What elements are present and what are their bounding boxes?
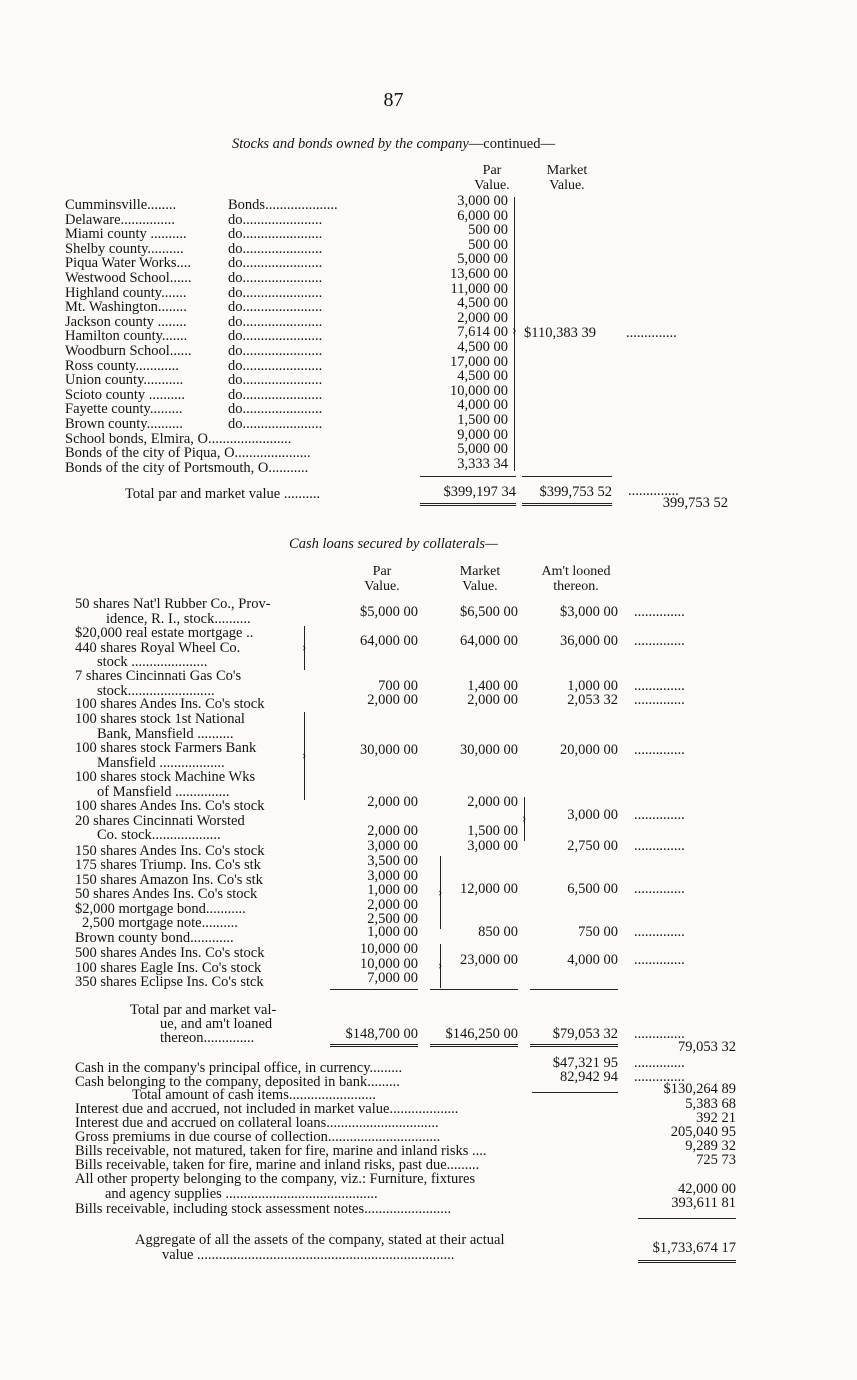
stock-row-kind: do...................... bbox=[228, 241, 323, 257]
loan-row-par: 64,000 00 bbox=[360, 633, 418, 649]
asset-bills-stock-value: 393,611 81 bbox=[671, 1195, 736, 1211]
asset-bills-not-matured-value: 9,289 32 bbox=[685, 1138, 736, 1154]
loan-row-par: 2,000 00 bbox=[367, 897, 418, 913]
stock-row-name: School bonds, Elmira, O....................... bbox=[65, 431, 292, 447]
loan-row-description: idence, R. I., stock.......... bbox=[106, 611, 251, 627]
loan-row-leader: .............. bbox=[634, 952, 685, 968]
asset-gross-premiums-value: 205,040 95 bbox=[670, 1124, 736, 1140]
asset-other-property-label: All other property belonging to the company, viz.: Furniture, fixtures bbox=[75, 1171, 476, 1187]
stock-row-par: 1,500 00 bbox=[457, 412, 508, 428]
cash-total-label: Total amount of cash items........................ bbox=[132, 1087, 376, 1103]
loan-row-market: 2,000 00 bbox=[467, 692, 518, 708]
loan-row-loaned: $3,000 00 bbox=[560, 604, 618, 620]
loan-row-description: 100 shares stock Farmers Bank bbox=[75, 740, 257, 756]
loans-total-double-rule-market bbox=[430, 1044, 518, 1047]
stock-row-kind: do...................... bbox=[228, 372, 323, 388]
stocks-total-rule-market bbox=[522, 476, 612, 477]
loan-row-description: 150 shares Andes Ins. Co's stock bbox=[75, 843, 265, 859]
stock-row-name: Scioto county .......... bbox=[65, 387, 186, 403]
loan-row-market: 1,500 00 bbox=[467, 823, 518, 839]
loan-row-description: Co. stock................... bbox=[97, 827, 221, 843]
loan-row-par: 1,000 00 bbox=[367, 882, 418, 898]
loan-row-description: Bank, Mansfield .......... bbox=[97, 726, 234, 742]
loan-row-market: 1,400 00 bbox=[467, 678, 518, 694]
stock-row-name: Mt. Washington........ bbox=[65, 299, 187, 315]
stocks-total-par: $399,197 34 bbox=[443, 484, 516, 500]
asset-interest-collateral-value: 392 21 bbox=[696, 1110, 736, 1126]
loans-total-label-3: thereon.............. bbox=[160, 1030, 255, 1046]
stocks-header-par-1: Par bbox=[482, 163, 502, 178]
loan-row-description: 100 shares stock 1st National bbox=[75, 711, 245, 727]
loan-row-description: 440 shares Royal Wheel Co. bbox=[75, 640, 241, 656]
stocks-total-market: $399,753 52 bbox=[539, 484, 612, 500]
stock-row-par: 5,000 00 bbox=[457, 441, 508, 457]
asset-gross-premiums-label: Gross premiums in due course of collection............................... bbox=[75, 1129, 441, 1145]
stock-row-name: Delaware............... bbox=[65, 212, 175, 228]
stocks-title-text: Stocks and bonds owned by the company bbox=[232, 136, 469, 152]
loan-row-par: 30,000 00 bbox=[360, 742, 418, 758]
loan-row-market: 3,000 00 bbox=[467, 838, 518, 854]
loan-row-loaned: 750 00 bbox=[578, 924, 618, 940]
loan-row-leader: .............. bbox=[634, 692, 685, 708]
stock-row-kind: do...................... bbox=[228, 212, 323, 228]
stock-row-par: 4,500 00 bbox=[457, 295, 508, 311]
stock-row-name: Fayette county......... bbox=[65, 401, 183, 417]
loan-row-description: Mansfield .................. bbox=[97, 755, 225, 771]
stock-row-name: Ross county............ bbox=[65, 358, 179, 374]
loan-row-par: 3,000 00 bbox=[367, 838, 418, 854]
loan-row-loaned: 1,000 00 bbox=[567, 678, 618, 694]
loan-row-par: 10,000 00 bbox=[360, 941, 418, 957]
loans-total-label-2: ue, and am't loaned bbox=[160, 1016, 273, 1032]
loan-row-description: 100 shares Andes Ins. Co's stock bbox=[75, 798, 265, 814]
stock-row-par: 9,000 00 bbox=[457, 427, 508, 443]
cash-office-label: Cash in the company's principal office, in currency......... bbox=[75, 1060, 403, 1076]
loan-row-description: 175 shares Triump. Ins. Co's stk bbox=[75, 857, 261, 873]
asset-interest-market-value: 5,383 68 bbox=[685, 1096, 736, 1112]
stock-row-kind: do...................... bbox=[228, 387, 323, 403]
stock-row-par: 13,600 00 bbox=[450, 266, 508, 282]
loan-row-leader: .............. bbox=[634, 807, 685, 823]
stocks-header-market-1: Market bbox=[546, 163, 588, 178]
stock-row-name: Woodburn School...... bbox=[65, 343, 192, 359]
cash-bank-label: Cash belonging to the company, deposited in bank......... bbox=[75, 1074, 400, 1090]
stock-row-name: Brown county.......... bbox=[65, 416, 183, 432]
cash-office-leader: .............. bbox=[634, 1055, 685, 1071]
loan-row-market: 30,000 00 bbox=[460, 742, 518, 758]
stocks-title-suffix: —continued— bbox=[468, 136, 555, 152]
loan-row-par-brace-tip: › bbox=[438, 956, 443, 972]
loan-row-leader: .............. bbox=[634, 924, 685, 940]
loan-row-description: Brown county bond............ bbox=[75, 930, 234, 946]
stock-row-par: 3,000 00 bbox=[457, 193, 508, 209]
loan-row-description: 500 shares Andes Ins. Co's stock bbox=[75, 945, 265, 961]
stocks-total-rule-par bbox=[420, 476, 516, 477]
loans-total-loaned: $79,053 32 bbox=[552, 1026, 618, 1042]
loan-row-description: 350 shares Eclipse Ins. Co's stck bbox=[75, 974, 264, 990]
stock-row-par: 6,000 00 bbox=[457, 208, 508, 224]
asset-interest-market-label: Interest due and accrued, not included in market value................... bbox=[75, 1101, 459, 1117]
aggregate-rule bbox=[638, 1218, 736, 1219]
loans-total-carried: 79,053 32 bbox=[678, 1039, 736, 1055]
loan-row-description: $20,000 real estate mortgage .. bbox=[75, 625, 254, 641]
stock-row-kind: do...................... bbox=[228, 328, 323, 344]
stock-row-par: 3,333 34 bbox=[457, 456, 508, 472]
loan-row-description: 50 shares Nat'l Rubber Co., Prov- bbox=[75, 596, 271, 612]
loan-row-description: 7 shares Cincinnati Gas Co's bbox=[75, 668, 242, 684]
loans-header-loaned-1: Am't looned bbox=[541, 564, 611, 579]
aggregate-label-1: Aggregate of all the assets of the company, stated at their actual bbox=[135, 1232, 505, 1248]
loan-row-par: 2,000 00 bbox=[367, 692, 418, 708]
stock-row-kind: do...................... bbox=[228, 358, 323, 374]
stock-row-kind: do...................... bbox=[228, 416, 323, 432]
loan-row-par: 3,000 00 bbox=[367, 868, 418, 884]
loans-total-leader: .............. bbox=[634, 1026, 685, 1042]
stock-row-par: 11,000 00 bbox=[450, 281, 508, 297]
loan-row-par: 7,000 00 bbox=[367, 970, 418, 986]
stock-row-name: Jackson county ........ bbox=[65, 314, 187, 330]
stocks-group-brace-tip: › bbox=[512, 323, 517, 338]
cash-office-value: $47,321 95 bbox=[552, 1055, 618, 1071]
loan-row-description: stock ..................... bbox=[97, 654, 208, 670]
loan-row-market: $6,500 00 bbox=[460, 604, 518, 620]
loan-row-leader: .............. bbox=[634, 604, 685, 620]
stock-row-par: 17,000 00 bbox=[450, 354, 508, 370]
stock-row-name: Union county........... bbox=[65, 372, 184, 388]
stock-row-par: 500 00 bbox=[468, 222, 508, 238]
aggregate-label-2: value ....................................................................... bbox=[162, 1247, 455, 1263]
loan-row-leader: .............. bbox=[634, 633, 685, 649]
asset-interest-collateral-label: Interest due and accrued on collateral loans............................... bbox=[75, 1115, 439, 1131]
stocks-total-double-rule-par bbox=[420, 503, 516, 506]
loan-row-leader: .............. bbox=[634, 881, 685, 897]
loan-row-loaned: 4,000 00 bbox=[567, 952, 618, 968]
stock-row-par: 5,000 00 bbox=[457, 251, 508, 267]
aggregate-value: $1,733,674 17 bbox=[652, 1240, 736, 1256]
loans-header-par-1: Par bbox=[372, 564, 392, 579]
stock-row-kind: do...................... bbox=[228, 270, 323, 286]
loans-section-title: Cash loans secured by collaterals— bbox=[289, 536, 498, 552]
loan-row-loaned: 2,750 00 bbox=[567, 838, 618, 854]
loans-total-label-1: Total par and market val- bbox=[130, 1002, 277, 1018]
stock-row-par: 500 00 bbox=[468, 237, 508, 253]
loans-total-par: $148,700 00 bbox=[345, 1026, 418, 1042]
loans-header-loaned-2: thereon. bbox=[553, 579, 599, 594]
loans-total-market: $146,250 00 bbox=[445, 1026, 518, 1042]
stock-row-name: Bonds of the city of Portsmouth, O........... bbox=[65, 460, 309, 476]
loan-row-leader: .............. bbox=[634, 742, 685, 758]
loan-row-par: 10,000 00 bbox=[360, 956, 418, 972]
loan-row-market-brace-tip: › bbox=[522, 809, 527, 825]
loan-row-loaned: 2,053 32 bbox=[567, 692, 618, 708]
stocks-total-leader: .............. bbox=[628, 483, 679, 499]
stock-row-par: 4,500 00 bbox=[457, 339, 508, 355]
loan-row-par: 1,000 00 bbox=[367, 924, 418, 940]
cash-total-value: $130,264 89 bbox=[663, 1081, 736, 1097]
stock-row-par: 10,000 00 bbox=[450, 383, 508, 399]
stocks-section-title bbox=[0, 137, 787, 152]
stock-row-kind: do...................... bbox=[228, 226, 323, 242]
loan-row-description: of Mansfield ............... bbox=[97, 784, 230, 800]
loan-row-par: 3,500 00 bbox=[367, 853, 418, 869]
stock-row-name: Westwood School...... bbox=[65, 270, 192, 286]
stocks-group-market-value: $110,383 39 bbox=[524, 325, 596, 341]
loan-row-loaned: 3,000 00 bbox=[567, 807, 618, 823]
stock-row-name: Cumminsville........ bbox=[65, 197, 177, 213]
loan-row-description: 100 shares Eagle Ins. Co's stock bbox=[75, 960, 262, 976]
loans-header-market-2: Value. bbox=[462, 579, 498, 594]
stock-row-name: Highland county....... bbox=[65, 285, 187, 301]
stocks-total-double-rule-market bbox=[522, 503, 612, 506]
stock-row-name: Bonds of the city of Piqua, O..................... bbox=[65, 445, 311, 461]
stock-row-name: Shelby county.......... bbox=[65, 241, 184, 257]
stock-row-kind: do...................... bbox=[228, 285, 323, 301]
loan-row-description: 100 shares stock Machine Wks bbox=[75, 769, 256, 785]
loan-row-par: 700 00 bbox=[378, 678, 418, 694]
asset-bills-not-matured-label: Bills receivable, not matured, taken for fire, marine and inland risks .... bbox=[75, 1143, 487, 1159]
stock-row-par: 4,500 00 bbox=[457, 368, 508, 384]
page-number: 87 bbox=[383, 89, 404, 111]
loans-total-double-rule-par bbox=[330, 1044, 418, 1047]
asset-bills-stock-label: Bills receivable, including stock assessment notes........................ bbox=[75, 1201, 452, 1217]
stock-row-par: 7,614 00 bbox=[457, 324, 508, 340]
stock-row-par: 2,000 00 bbox=[457, 310, 508, 326]
stock-row-kind: do...................... bbox=[228, 343, 323, 359]
stock-row-kind: do...................... bbox=[228, 401, 323, 417]
cash-bank-value: 82,942 94 bbox=[560, 1069, 618, 1085]
stock-row-kind: do...................... bbox=[228, 314, 323, 330]
loan-row-market: 2,000 00 bbox=[467, 794, 518, 810]
loans-header-par-2: Value. bbox=[364, 579, 400, 594]
asset-other-property-label-2: and agency supplies .......................................... bbox=[105, 1186, 378, 1202]
stock-row-name: Miami county .......... bbox=[65, 226, 187, 242]
asset-bills-past-due-value: 725 73 bbox=[696, 1152, 736, 1168]
stock-row-kind: do...................... bbox=[228, 299, 323, 315]
asset-other-property-value: 42,000 00 bbox=[678, 1181, 736, 1197]
loan-row-loaned: 20,000 00 bbox=[560, 742, 618, 758]
loan-row-market: 12,000 00 bbox=[460, 881, 518, 897]
loan-row-description-brace-tip: › bbox=[302, 638, 307, 654]
stock-row-name: Hamilton county....... bbox=[65, 328, 188, 344]
loan-row-loaned: 6,500 00 bbox=[567, 881, 618, 897]
stock-row-kind: Bonds.................... bbox=[228, 197, 338, 213]
loan-row-par: $5,000 00 bbox=[360, 604, 418, 620]
asset-bills-past-due-label: Bills receivable, taken for fire, marine and inland risks, past due......... bbox=[75, 1157, 480, 1173]
loan-row-par-brace-tip: › bbox=[438, 883, 443, 899]
loan-row-description-brace-tip: › bbox=[302, 746, 307, 762]
loan-row-description: 2,500 mortgage note.......... bbox=[82, 915, 238, 931]
loan-row-description: 100 shares Andes Ins. Co's stock bbox=[75, 696, 265, 712]
cash-bank-leader: .............. bbox=[634, 1069, 685, 1085]
loans-total-rule-market bbox=[430, 989, 518, 990]
aggregate-double-rule bbox=[638, 1260, 736, 1263]
loan-row-description: 50 shares Andes Ins. Co's stock bbox=[75, 886, 258, 902]
loan-row-market: 23,000 00 bbox=[460, 952, 518, 968]
stocks-total-label: Total par and market value .......... bbox=[125, 486, 321, 502]
loans-header-market-1: Market bbox=[459, 564, 501, 579]
stock-row-name: Piqua Water Works.... bbox=[65, 255, 192, 271]
stocks-total-carried: 399,753 52 bbox=[662, 495, 728, 511]
stocks-group-leader: .............. bbox=[626, 325, 677, 341]
loans-total-rule-loaned bbox=[530, 989, 618, 990]
loan-row-par: 2,000 00 bbox=[367, 823, 418, 839]
loan-row-leader: .............. bbox=[634, 838, 685, 854]
loan-row-loaned: 36,000 00 bbox=[560, 633, 618, 649]
loan-row-market: 64,000 00 bbox=[460, 633, 518, 649]
loan-row-par: 2,500 00 bbox=[367, 911, 418, 927]
cash-total-rule bbox=[532, 1092, 618, 1093]
loan-row-description: 20 shares Cincinnati Worsted bbox=[75, 813, 245, 829]
stock-row-kind: do...................... bbox=[228, 255, 323, 271]
loans-total-double-rule-loaned bbox=[530, 1044, 618, 1047]
loan-row-description: 150 shares Amazon Ins. Co's stk bbox=[75, 872, 263, 888]
loan-row-description: $2,000 mortgage bond........... bbox=[75, 901, 246, 917]
loan-row-par: 2,000 00 bbox=[367, 794, 418, 810]
stocks-header-par-2: Value. bbox=[474, 178, 510, 193]
loan-row-market: 850 00 bbox=[478, 924, 518, 940]
loans-total-rule-par bbox=[330, 989, 418, 990]
loan-row-leader: .............. bbox=[634, 678, 685, 694]
stock-row-par: 4,000 00 bbox=[457, 397, 508, 413]
loan-row-description: stock........................ bbox=[97, 683, 215, 699]
stocks-header-market-2: Value. bbox=[549, 178, 585, 193]
